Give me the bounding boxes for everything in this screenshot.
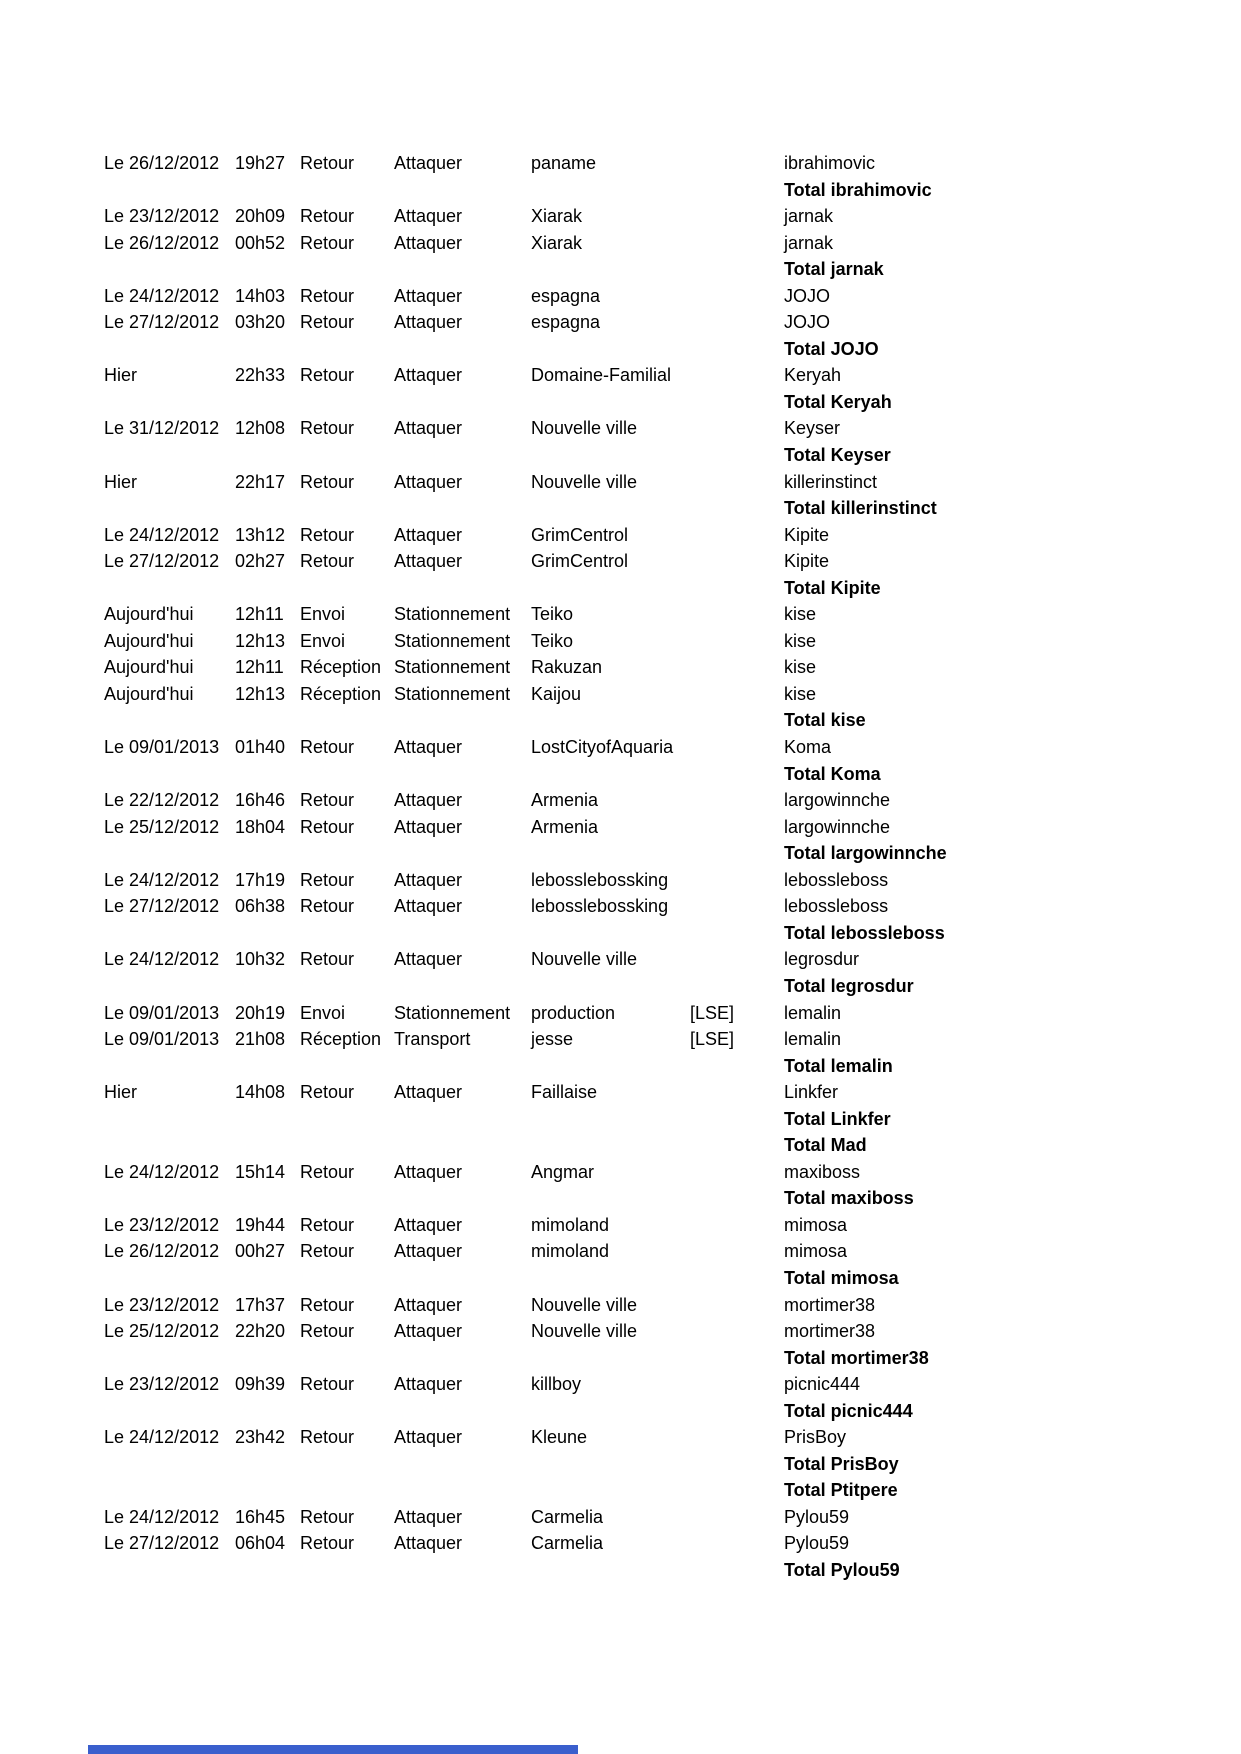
cell-player: Pylou59 <box>784 1506 850 1527</box>
cell-action: Stationnement <box>394 630 511 651</box>
cell-place: Armenia <box>531 790 599 811</box>
total-row <box>104 1345 1241 1372</box>
total-row <box>104 1132 1241 1159</box>
cell-place: Xiarak <box>531 232 583 253</box>
cell-time: 15h14 <box>235 1161 286 1182</box>
cell-time: 17h19 <box>235 869 286 890</box>
cell-action: Attaquer <box>394 1241 463 1262</box>
cell-date: Le 23/12/2012 <box>104 1294 220 1315</box>
entry-row <box>104 681 1241 708</box>
entry-row <box>104 522 1241 549</box>
cell-time: 19h44 <box>235 1214 286 1235</box>
total-label: Total Keryah <box>784 391 892 412</box>
cell-action: Attaquer <box>394 153 463 173</box>
cell-time: 03h20 <box>235 312 286 333</box>
entry-row <box>104 203 1241 230</box>
entry-row <box>104 1212 1241 1239</box>
cell-action: Attaquer <box>394 790 463 811</box>
cell-mode: Retour <box>300 1374 355 1395</box>
cell-mode: Retour <box>300 1533 355 1554</box>
cell-time: 19h27 <box>235 153 286 173</box>
total-row <box>104 389 1241 416</box>
entry-row <box>104 1000 1241 1027</box>
entry-row <box>104 1504 1241 1531</box>
total-label: Total mortimer38 <box>784 1347 929 1368</box>
cell-action: Attaquer <box>394 1082 463 1103</box>
cell-player: Koma <box>784 737 832 758</box>
cell-date: Le 27/12/2012 <box>104 1533 220 1554</box>
cell-mode: Réception <box>300 683 382 704</box>
cell-action: Attaquer <box>394 949 463 970</box>
total-label: Total JOJO <box>784 338 879 359</box>
cell-place: mimoland <box>531 1214 610 1235</box>
cell-action: Attaquer <box>394 737 463 758</box>
total-row <box>104 707 1241 734</box>
cell-date: Le 26/12/2012 <box>104 232 220 253</box>
cell-date: Le 27/12/2012 <box>104 896 220 917</box>
cell-time: 14h03 <box>235 285 286 306</box>
cell-time: 20h09 <box>235 206 286 227</box>
entry-row <box>104 628 1241 655</box>
cell-place: Xiarak <box>531 206 583 227</box>
cell-date: Aujourd'hui <box>104 604 194 625</box>
cell-mode: Retour <box>300 206 355 227</box>
cell-player: picnic444 <box>784 1374 861 1395</box>
cell-mode: Retour <box>300 1427 355 1448</box>
cell-date: Le 25/12/2012 <box>104 1321 220 1342</box>
cell-place: Angmar <box>531 1161 595 1182</box>
cell-mode: Retour <box>300 1082 355 1103</box>
activity-log-table <box>104 150 1241 1584</box>
cell-date: Hier <box>104 1082 138 1103</box>
cell-date: Le 24/12/2012 <box>104 1506 220 1527</box>
cell-time: 17h37 <box>235 1294 286 1315</box>
entry-row <box>104 1079 1241 1106</box>
cell-time: 21h08 <box>235 1029 286 1050</box>
cell-action: Attaquer <box>394 232 463 253</box>
cell-action: Attaquer <box>394 1161 463 1182</box>
cell-mode: Retour <box>300 153 355 173</box>
cell-action: Attaquer <box>394 1533 463 1554</box>
selection-highlight-bar <box>88 1745 578 1754</box>
total-row <box>104 840 1241 867</box>
cell-time: 12h11 <box>235 657 284 678</box>
cell-action: Attaquer <box>394 365 463 386</box>
cell-place: Nouvelle ville <box>531 1294 638 1315</box>
cell-date: Le 24/12/2012 <box>104 949 220 970</box>
entry-row <box>104 1371 1241 1398</box>
cell-action: Attaquer <box>394 551 463 572</box>
cell-mode: Retour <box>300 816 355 837</box>
total-row <box>104 1557 1241 1584</box>
cell-player: Keryah <box>784 365 842 386</box>
cell-player: mimosa <box>784 1214 848 1235</box>
total-label: Total lemalin <box>784 1055 893 1076</box>
cell-place: mimoland <box>531 1241 610 1262</box>
cell-date: Le 23/12/2012 <box>104 1374 220 1395</box>
cell-tag: [LSE] <box>690 1029 735 1050</box>
cell-place: Kaijou <box>531 683 582 704</box>
entry-row <box>104 309 1241 336</box>
total-label: Total kise <box>784 710 866 731</box>
cell-action: Attaquer <box>394 418 463 439</box>
cell-place: Armenia <box>531 816 599 837</box>
cell-place: espagna <box>531 312 601 333</box>
cell-action: Stationnement <box>394 1002 511 1023</box>
cell-time: 22h33 <box>235 365 286 386</box>
total-label: Total largowinnche <box>784 843 947 864</box>
cell-action: Attaquer <box>394 1506 463 1527</box>
cell-mode: Réception <box>300 657 382 678</box>
cell-action: Stationnement <box>394 604 511 625</box>
cell-player: lebossleboss <box>784 869 889 890</box>
cell-mode: Retour <box>300 285 355 306</box>
cell-action: Attaquer <box>394 1321 463 1342</box>
cell-player: largowinnche <box>784 790 891 811</box>
cell-date: Le 24/12/2012 <box>104 869 220 890</box>
cell-date: Le 23/12/2012 <box>104 206 220 227</box>
cell-player: mimosa <box>784 1241 848 1262</box>
cell-action: Attaquer <box>394 1294 463 1315</box>
cell-player: Kipite <box>784 524 830 545</box>
cell-time: 14h08 <box>235 1082 286 1103</box>
cell-date: Le 25/12/2012 <box>104 816 220 837</box>
cell-mode: Retour <box>300 1294 355 1315</box>
entry-row <box>104 946 1241 973</box>
cell-action: Attaquer <box>394 285 463 306</box>
cell-player: kise <box>784 683 817 704</box>
cell-time: 02h27 <box>235 551 286 572</box>
cell-place: Nouvelle ville <box>531 1321 638 1342</box>
cell-place: GrimCentrol <box>531 551 629 572</box>
entry-row <box>104 893 1241 920</box>
cell-player: legrosdur <box>784 949 860 970</box>
entry-row <box>104 787 1241 814</box>
entry-row <box>104 283 1241 310</box>
cell-player: PrisBoy <box>784 1427 847 1448</box>
entry-row <box>104 362 1241 389</box>
cell-tag: [LSE] <box>690 1002 735 1023</box>
total-row <box>104 920 1241 947</box>
cell-player: mortimer38 <box>784 1294 876 1315</box>
cell-place: lebosslebossking <box>531 869 669 890</box>
entry-row <box>104 230 1241 257</box>
cell-date: Le 24/12/2012 <box>104 524 220 545</box>
cell-player: Pylou59 <box>784 1533 850 1554</box>
total-row <box>104 1477 1241 1504</box>
cell-time: 22h20 <box>235 1321 286 1342</box>
cell-place: Nouvelle ville <box>531 471 638 492</box>
cell-player: jarnak <box>784 232 834 253</box>
cell-action: Attaquer <box>394 312 463 333</box>
cell-mode: Retour <box>300 418 355 439</box>
cell-mode: Envoi <box>300 604 346 625</box>
cell-time: 09h39 <box>235 1374 286 1395</box>
cell-action: Attaquer <box>394 869 463 890</box>
cell-date: Le 26/12/2012 <box>104 153 220 173</box>
total-row <box>104 575 1241 602</box>
total-label: Total Kipite <box>784 577 881 598</box>
cell-place: Nouvelle ville <box>531 949 638 970</box>
cell-place: Teiko <box>531 604 574 625</box>
cell-time: 16h46 <box>235 790 286 811</box>
cell-action: Attaquer <box>394 1214 463 1235</box>
total-row <box>104 1451 1241 1478</box>
cell-player: lebossleboss <box>784 896 889 917</box>
cell-place: Carmelia <box>531 1533 604 1554</box>
total-row <box>104 256 1241 283</box>
total-row <box>104 1106 1241 1133</box>
total-label: Total Keyser <box>784 445 891 466</box>
total-row <box>104 177 1241 204</box>
cell-player: kise <box>784 604 817 625</box>
total-label: Total Koma <box>784 763 881 784</box>
total-row <box>104 495 1241 522</box>
cell-mode: Retour <box>300 1241 355 1262</box>
cell-place: killboy <box>531 1374 582 1395</box>
entry-row <box>104 601 1241 628</box>
cell-mode: Retour <box>300 1214 355 1235</box>
cell-player: lemalin <box>784 1029 842 1050</box>
cell-time: 06h04 <box>235 1533 286 1554</box>
entry-row <box>104 548 1241 575</box>
cell-player: jarnak <box>784 206 834 227</box>
entry-row <box>104 814 1241 841</box>
cell-player: Keyser <box>784 418 841 439</box>
cell-date: Le 09/01/2013 <box>104 737 220 758</box>
cell-place: Carmelia <box>531 1506 604 1527</box>
cell-time: 06h38 <box>235 896 286 917</box>
cell-place: Teiko <box>531 630 574 651</box>
cell-mode: Retour <box>300 896 355 917</box>
entry-row <box>104 1026 1241 1053</box>
total-label: Total Pylou59 <box>784 1559 900 1580</box>
cell-time: 12h11 <box>235 604 284 625</box>
cell-date: Le 22/12/2012 <box>104 790 220 811</box>
cell-player: maxiboss <box>784 1161 861 1182</box>
cell-date: Le 27/12/2012 <box>104 551 220 572</box>
cell-place: jesse <box>531 1029 574 1050</box>
cell-player: largowinnche <box>784 816 891 837</box>
total-row <box>104 1053 1241 1080</box>
cell-mode: Retour <box>300 737 355 758</box>
entry-row <box>104 654 1241 681</box>
cell-mode: Retour <box>300 524 355 545</box>
cell-mode: Retour <box>300 790 355 811</box>
cell-player: ibrahimovic <box>784 153 876 173</box>
cell-place: production <box>531 1002 616 1023</box>
cell-action: Transport <box>394 1029 471 1050</box>
cell-date: Hier <box>104 365 138 386</box>
total-label: Total Linkfer <box>784 1108 891 1129</box>
total-row <box>104 761 1241 788</box>
cell-place: Kleune <box>531 1427 588 1448</box>
total-label: Total maxiboss <box>784 1188 914 1209</box>
entry-row <box>104 1159 1241 1186</box>
total-row <box>104 1185 1241 1212</box>
total-label: Total lebossleboss <box>784 922 945 943</box>
total-label: Total Mad <box>784 1135 867 1156</box>
total-label: Total Ptitpere <box>784 1480 898 1501</box>
entry-row <box>104 469 1241 496</box>
cell-action: Attaquer <box>394 471 463 492</box>
cell-mode: Retour <box>300 312 355 333</box>
cell-date: Le 09/01/2013 <box>104 1029 220 1050</box>
cell-time: 23h42 <box>235 1427 286 1448</box>
cell-place: Domaine-Familial <box>531 365 672 386</box>
cell-time: 20h19 <box>235 1002 286 1023</box>
cell-time: 12h13 <box>235 683 286 704</box>
cell-action: Stationnement <box>394 683 511 704</box>
cell-mode: Retour <box>300 949 355 970</box>
cell-player: Linkfer <box>784 1082 839 1103</box>
cell-date: Le 24/12/2012 <box>104 285 220 306</box>
total-label: Total ibrahimovic <box>784 179 932 200</box>
total-row <box>104 336 1241 363</box>
entry-row <box>104 150 1241 177</box>
cell-time: 18h04 <box>235 816 286 837</box>
cell-date: Aujourd'hui <box>104 683 194 704</box>
cell-mode: Retour <box>300 1506 355 1527</box>
cell-mode: Retour <box>300 471 355 492</box>
cell-date: Le 24/12/2012 <box>104 1427 220 1448</box>
cell-date: Aujourd'hui <box>104 630 194 651</box>
cell-action: Attaquer <box>394 206 463 227</box>
total-label: Total legrosdur <box>784 975 914 996</box>
entry-row <box>104 1424 1241 1451</box>
cell-place: paname <box>531 153 597 173</box>
cell-place: Rakuzan <box>531 657 603 678</box>
total-row <box>104 973 1241 1000</box>
cell-mode: Envoi <box>300 630 346 651</box>
entry-row <box>104 734 1241 761</box>
cell-action: Stationnement <box>394 657 511 678</box>
cell-time: 16h45 <box>235 1506 286 1527</box>
cell-mode: Retour <box>300 869 355 890</box>
cell-player: mortimer38 <box>784 1321 876 1342</box>
cell-action: Attaquer <box>394 816 463 837</box>
cell-place: LostCityofAquaria <box>531 737 674 758</box>
entry-row <box>104 1318 1241 1345</box>
entry-row <box>104 1292 1241 1319</box>
cell-time: 01h40 <box>235 737 286 758</box>
cell-action: Attaquer <box>394 524 463 545</box>
cell-action: Attaquer <box>394 1374 463 1395</box>
total-label: Total jarnak <box>784 259 884 280</box>
cell-date: Aujourd'hui <box>104 657 194 678</box>
cell-action: Attaquer <box>394 1427 463 1448</box>
cell-player: JOJO <box>784 312 831 333</box>
cell-player: kise <box>784 657 817 678</box>
cell-date: Le 09/01/2013 <box>104 1002 220 1023</box>
cell-date: Hier <box>104 471 138 492</box>
cell-player: JOJO <box>784 285 831 306</box>
entry-row <box>104 1238 1241 1265</box>
entry-row <box>104 415 1241 442</box>
cell-time: 00h52 <box>235 232 286 253</box>
cell-place: lebosslebossking <box>531 896 669 917</box>
cell-player: kise <box>784 630 817 651</box>
cell-player: killerinstinct <box>784 471 878 492</box>
cell-date: Le 27/12/2012 <box>104 312 220 333</box>
total-label: Total picnic444 <box>784 1400 913 1421</box>
total-row <box>104 442 1241 469</box>
cell-time: 12h13 <box>235 630 286 651</box>
cell-action: Attaquer <box>394 896 463 917</box>
cell-mode: Envoi <box>300 1002 346 1023</box>
cell-time: 13h12 <box>235 524 286 545</box>
cell-place: Nouvelle ville <box>531 418 638 439</box>
cell-player: lemalin <box>784 1002 842 1023</box>
cell-time: 22h17 <box>235 471 286 492</box>
cell-place: espagna <box>531 285 601 306</box>
cell-player: Kipite <box>784 551 830 572</box>
cell-mode: Réception <box>300 1029 382 1050</box>
entry-row <box>104 867 1241 894</box>
cell-mode: Retour <box>300 232 355 253</box>
cell-mode: Retour <box>300 1161 355 1182</box>
cell-mode: Retour <box>300 1321 355 1342</box>
cell-place: GrimCentrol <box>531 524 629 545</box>
cell-date: Le 23/12/2012 <box>104 1214 220 1235</box>
cell-time: 10h32 <box>235 949 286 970</box>
total-label: Total mimosa <box>784 1267 899 1288</box>
cell-date: Le 26/12/2012 <box>104 1241 220 1262</box>
cell-time: 00h27 <box>235 1241 286 1262</box>
cell-mode: Retour <box>300 365 355 386</box>
cell-date: Le 31/12/2012 <box>104 418 220 439</box>
cell-place: Faillaise <box>531 1082 598 1103</box>
total-row <box>104 1265 1241 1292</box>
total-label: Total PrisBoy <box>784 1453 899 1474</box>
cell-mode: Retour <box>300 551 355 572</box>
total-row <box>104 1398 1241 1425</box>
cell-time: 12h08 <box>235 418 286 439</box>
entry-row <box>104 1530 1241 1557</box>
cell-date: Le 24/12/2012 <box>104 1161 220 1182</box>
total-label: Total killerinstinct <box>784 498 937 519</box>
